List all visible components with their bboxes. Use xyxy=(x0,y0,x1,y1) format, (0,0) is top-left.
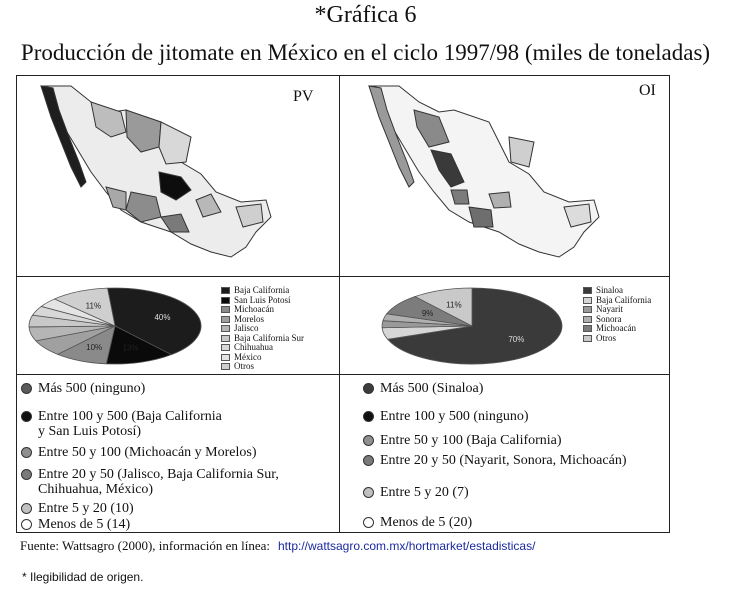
pie-legend-entry xyxy=(221,362,304,372)
legend-label: Chihuahua xyxy=(234,342,273,353)
pie-legend-divider xyxy=(17,374,669,375)
legend-swatch xyxy=(583,287,592,294)
legend-label: Sonora xyxy=(596,313,622,324)
range-legend-item xyxy=(21,467,279,497)
range-label: Entre 50 y 100 (Baja California) xyxy=(380,433,562,448)
panel-label-pv: PV xyxy=(293,88,314,105)
range-legend-item xyxy=(363,409,529,424)
pie-legend-pv xyxy=(221,286,304,372)
range-legend-oi xyxy=(363,379,663,531)
legend-dot-icon xyxy=(21,383,32,394)
range-label-continued: y San Luis Potosí) xyxy=(38,424,142,439)
pie-slice-label: 13% xyxy=(122,343,139,353)
legend-dot-icon xyxy=(21,411,32,422)
legend-swatch xyxy=(221,306,230,313)
legend-swatch xyxy=(221,363,230,370)
panel-label-oi: OI xyxy=(639,82,656,99)
legend-dot-icon xyxy=(21,503,32,514)
figure-heading: *Gráfica 6 xyxy=(314,2,417,28)
legend-label: Otros xyxy=(596,332,616,343)
range-legend-item xyxy=(21,409,222,439)
range-label: Entre 5 y 20 (7) xyxy=(380,485,469,500)
legend-swatch xyxy=(221,344,230,351)
range-legend-item xyxy=(21,501,134,516)
legend-swatch xyxy=(583,316,592,323)
range-legend-pv xyxy=(21,379,337,531)
range-legend-item xyxy=(363,515,472,530)
range-legend-item xyxy=(363,433,562,448)
source-line xyxy=(20,538,535,554)
legend-dot-icon xyxy=(363,517,374,528)
pie-legend-entry xyxy=(583,334,651,344)
range-legend-item xyxy=(363,381,483,396)
range-label-continued: Chihuahua, México) xyxy=(38,482,154,497)
legend-swatch xyxy=(221,287,230,294)
legend-label: México xyxy=(234,351,262,362)
legend-dot-icon xyxy=(363,435,374,446)
range-label: Más 500 (Sinaloa) xyxy=(380,381,484,396)
footnote: * Ilegibilidad de origen. xyxy=(22,570,144,584)
map-pie-divider xyxy=(17,276,669,277)
map-pv xyxy=(31,82,281,272)
range-label: Entre 20 y 50 (Jalisco, Baja California Sur, xyxy=(38,467,279,482)
range-label: Menos de 5 (20) xyxy=(380,515,473,530)
range-legend-item xyxy=(363,485,469,500)
legend-swatch xyxy=(221,335,230,342)
legend-dot-icon xyxy=(363,487,374,498)
pie-slice-label: 40% xyxy=(154,313,171,323)
region-michoacan xyxy=(469,207,493,227)
range-label: Entre 100 y 500 (ninguno) xyxy=(380,409,529,424)
legend-dot-icon xyxy=(363,455,374,466)
panel-divider xyxy=(339,76,340,532)
legend-dot-icon xyxy=(21,447,32,458)
pie-slice-label: 11% xyxy=(446,300,462,310)
legend-label: Baja California xyxy=(596,294,652,305)
legend-label: Baja California Sur xyxy=(234,332,304,343)
range-label: Más 500 (ninguno) xyxy=(38,381,146,396)
range-legend-item xyxy=(21,517,130,532)
legend-dot-icon xyxy=(363,383,374,394)
pie-slice-label: 11% xyxy=(85,301,102,311)
range-label: Entre 100 y 500 (Baja California xyxy=(38,409,222,424)
legend-swatch xyxy=(583,297,592,304)
range-legend-item xyxy=(21,381,145,396)
legend-label: Michoacán xyxy=(596,323,636,334)
range-label: Entre 5 y 20 (10) xyxy=(38,501,134,516)
legend-label: Nayarit xyxy=(596,304,623,315)
legend-label: Sinaloa xyxy=(596,285,623,296)
pie-legend-oi xyxy=(583,286,651,343)
legend-swatch xyxy=(583,325,592,332)
range-label: Menos de 5 (14) xyxy=(38,517,131,532)
figure-title: Producción de jitomate en México en el ciclo 1997/98 (miles de toneladas) xyxy=(20,40,711,65)
pie-slice-label: 9% xyxy=(421,309,434,319)
legend-swatch xyxy=(221,354,230,361)
legend-label: Jalisco xyxy=(234,323,259,334)
legend-label: Otros xyxy=(234,361,254,372)
range-legend-item xyxy=(363,453,626,468)
legend-swatch xyxy=(583,306,592,313)
pie-chart-pv xyxy=(25,284,205,368)
source-url-link[interactable]: http://wattsagro.com.mx/hortmarket/estadisticas/ xyxy=(277,539,536,553)
range-label: Entre 50 y 100 (Michoacán y Morelos) xyxy=(38,445,257,460)
figure-frame xyxy=(16,75,670,533)
range-label: Entre 20 y 50 (Nayarit, Sonora, Michoacán) xyxy=(380,453,627,468)
legend-dot-icon xyxy=(363,411,374,422)
legend-swatch xyxy=(221,316,230,323)
source-text: Fuente: Wattsagro (2000), información en línea: xyxy=(20,538,270,553)
range-legend-item xyxy=(21,445,257,460)
legend-swatch xyxy=(583,335,592,342)
legend-swatch xyxy=(221,297,230,304)
legend-dot-icon xyxy=(21,469,32,480)
legend-dot-icon xyxy=(21,519,32,530)
pie-slice-label: 70% xyxy=(508,334,525,344)
pie-chart-oi xyxy=(377,284,567,368)
pie-slice-label: 10% xyxy=(86,342,103,352)
legend-swatch xyxy=(221,325,230,332)
legend-label: Baja California xyxy=(234,285,290,296)
map-oi xyxy=(359,82,609,272)
legend-label: Morelos xyxy=(234,313,264,324)
pie-legend-entry xyxy=(583,324,651,334)
legend-label: Michoacán xyxy=(234,304,274,315)
legend-label: San Luis Potosí xyxy=(234,294,291,305)
